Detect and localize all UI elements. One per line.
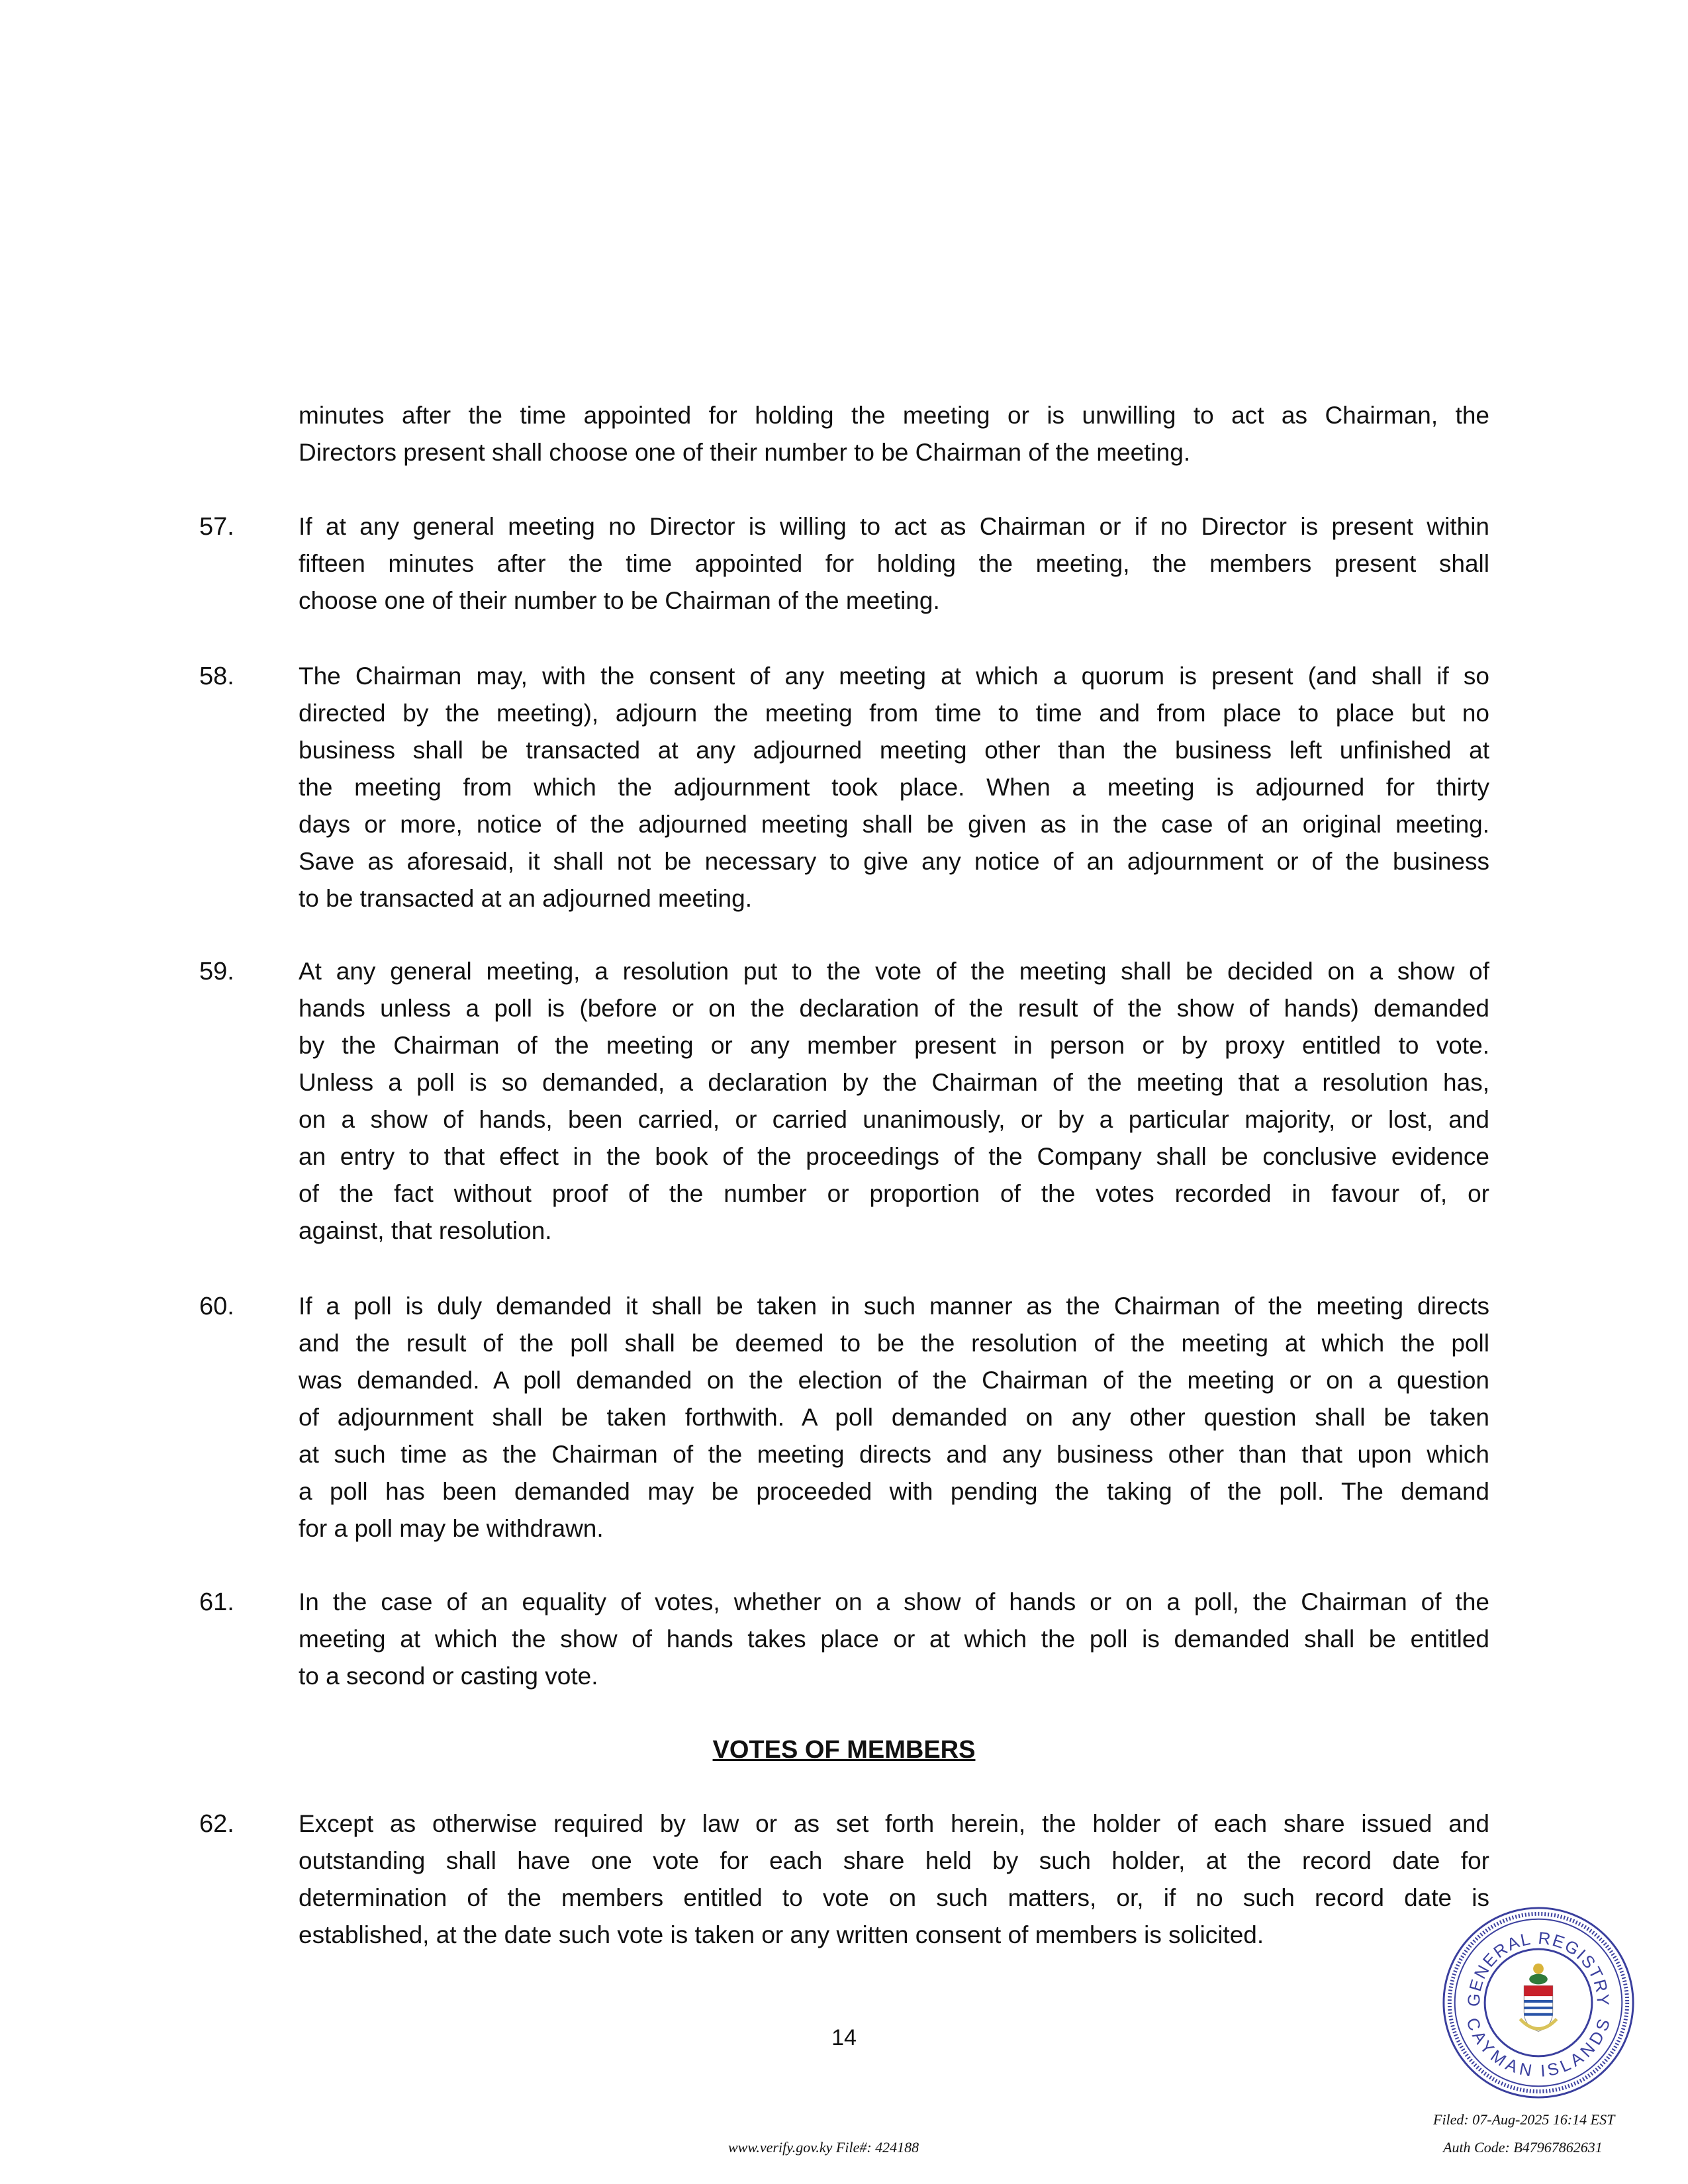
text-line: hands unless a poll is (before or on the declaration of the result of the show of hands) demanded	[299, 995, 1489, 1022]
clause-text	[299, 1288, 1489, 1547]
text-line: Directors present shall choose one of their number to be Chairman of the meeting.	[299, 439, 1191, 466]
text-line: fifteen minutes after the time appointed for holding the meeting, the members present shall	[299, 550, 1489, 577]
clause-text	[299, 658, 1489, 917]
text-line: days or more, notice of the adjourned meeting shall be given as in the case of an original meeting.	[299, 811, 1489, 838]
text-line: against, that resolution.	[299, 1217, 552, 1244]
clause-text	[299, 508, 1489, 619]
text-line: If at any general meeting no Director is willing to act as Chairman or if no Director is present within	[299, 513, 1489, 540]
seal-top-text: GENERAL REGISTRY	[1464, 1929, 1613, 2007]
text-line: an entry to that effect in the book of the proceedings of the Company shall be conclusive evidence	[299, 1143, 1489, 1170]
text-line: for a poll may be withdrawn.	[299, 1515, 604, 1542]
text-line: of the fact without proof of the number or proportion of the votes recorded in favour of, or	[299, 1180, 1489, 1207]
text-line: In the case of an equality of votes, whether on a show of hands or on a poll, the Chairman of the	[299, 1588, 1489, 1615]
text-line: the meeting from which the adjournment took place. When a meeting is adjourned for thirty	[299, 774, 1489, 801]
auth-code: Auth Code: B47967862631	[1443, 2139, 1603, 2156]
clause-text	[299, 397, 1489, 471]
page-number: 14	[831, 2025, 857, 2050]
text-line: to be transacted at an adjourned meeting.	[299, 885, 752, 912]
text-line: outstanding shall have one vote for each share held by such holder, at the record date for	[299, 1847, 1489, 1874]
text-line: At any general meeting, a resolution put to the vote of the meeting shall be decided on a show of	[299, 958, 1489, 985]
general-registry-seal	[1440, 1905, 1636, 2101]
text-line: at such time as the Chairman of the meeting directs and any business other than that upon which	[299, 1441, 1489, 1468]
verify-footer: www.verify.gov.ky File#: 424188	[728, 2139, 919, 2156]
text-line: choose one of their number to be Chairman of the meeting.	[299, 587, 940, 614]
text-line: minutes after the time appointed for holding the meeting or is unwilling to act as Chairman, the	[299, 402, 1489, 429]
clause-number: 60.	[199, 1293, 234, 1320]
clause-number: 59.	[199, 958, 234, 985]
clause-text	[299, 1584, 1489, 1695]
seal-bottom-text: CAYMAN ISLANDS	[1462, 2015, 1615, 2081]
text-line: a poll has been demanded may be proceeded with pending the taking of the poll. The demand	[299, 1478, 1489, 1505]
text-line: and the result of the poll shall be deemed to be the resolution of the meeting at which the poll	[299, 1330, 1489, 1357]
text-line: established, at the date such vote is taken or any written consent of members is solicited.	[299, 1921, 1264, 1948]
text-line: business shall be transacted at any adjourned meeting other than the business left unfinished at	[299, 737, 1489, 764]
coat-of-arms-icon	[1520, 1964, 1556, 2032]
text-line: The Chairman may, with the consent of any meeting at which a quorum is present (and shall if so	[299, 662, 1489, 690]
clause-number: 62.	[199, 1810, 234, 1838]
text-line: by the Chairman of the meeting or any member present in person or by proxy entitled to vote.	[299, 1032, 1489, 1059]
text-line: determination of the members entitled to vote on such matters, or, if no such record date is	[299, 1884, 1489, 1911]
section-heading	[0, 1731, 1688, 1768]
text-line: of adjournment shall be taken forthwith. A poll demanded on any other question shall be taken	[299, 1404, 1489, 1431]
text-line: on a show of hands, been carried, or carried unanimously, or by a particular majority, or lost, and	[299, 1106, 1489, 1133]
text-line: Except as otherwise required by law or as set forth herein, the holder of each share issued and	[299, 1810, 1489, 1837]
clause-number: 57.	[199, 513, 234, 541]
text-line: to a second or casting vote.	[299, 1662, 598, 1690]
clause-text	[299, 1805, 1489, 1954]
text-line: If a poll is duly demanded it shall be taken in such manner as the Chairman of the meeting directs	[299, 1293, 1489, 1320]
text-line: meeting at which the show of hands takes place or at which the poll is demanded shall be entitled	[299, 1625, 1489, 1653]
clause-number: 58.	[199, 662, 234, 690]
text-line: directed by the meeting), adjourn the meeting from time to time and from place to place but no	[299, 700, 1489, 727]
text-line: was demanded. A poll demanded on the election of the Chairman of the meeting or on a question	[299, 1367, 1489, 1394]
text-line: Unless a poll is so demanded, a declaration by the Chairman of the meeting that a resolution has,	[299, 1069, 1489, 1096]
clause-number: 61.	[199, 1588, 234, 1616]
filed-timestamp: Filed: 07-Aug-2025 16:14 EST	[1433, 2111, 1615, 2128]
section-heading-text: VOTES OF MEMBERS	[712, 1736, 976, 1764]
text-line: Save as aforesaid, it shall not be necessary to give any notice of an adjournment or of the business	[299, 848, 1489, 875]
clause-text	[299, 953, 1489, 1250]
